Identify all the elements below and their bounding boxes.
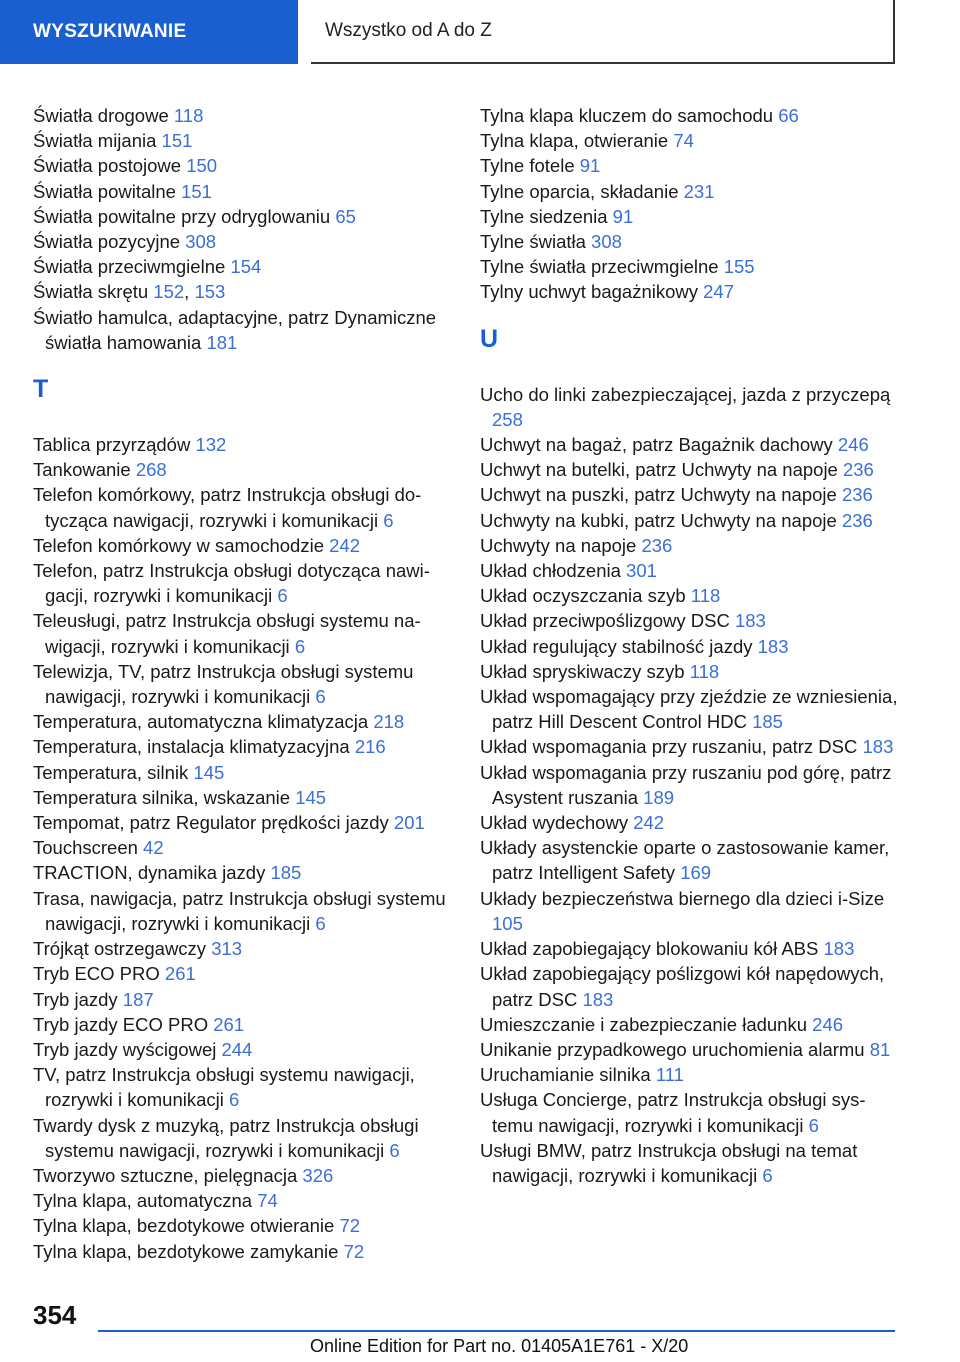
index-entry <box>33 457 453 482</box>
page-reference-link[interactable]: 152 <box>153 281 185 303</box>
index-column-right <box>480 103 900 1188</box>
page-reference-link[interactable]: 236 <box>641 534 673 556</box>
page-reference-link[interactable]: 183 <box>862 736 894 758</box>
index-entry <box>33 1062 453 1112</box>
index-entry-term: Światła przeciwmgielne <box>33 256 226 278</box>
index-entry-term: Tworzywo sztuczne, pielęgnacja <box>33 1164 298 1186</box>
index-entry <box>33 608 453 658</box>
tab-search[interactable]: WYSZUKIWANIE <box>0 0 298 64</box>
page-reference-link[interactable]: 313 <box>211 938 243 960</box>
index-entry-term: Uchwyty na napoje <box>480 534 637 556</box>
page-reference-link[interactable]: 181 <box>206 331 238 353</box>
index-entry <box>33 709 453 734</box>
page-reference-link[interactable]: 151 <box>161 130 193 152</box>
index-entry <box>480 508 900 533</box>
index-entry-term: Tankowanie <box>33 459 131 481</box>
index-entry-term: Umieszczanie i zabezpieczanie ładunku <box>480 1013 808 1035</box>
index-entry <box>480 634 900 659</box>
index-entry <box>480 961 900 1011</box>
index-entry <box>33 103 453 128</box>
edition-footer: Online Edition for Part no. 01405A1E761 - X/20 <box>310 1336 689 1356</box>
page-reference-link[interactable]: 91 <box>579 155 601 177</box>
page-reference-link[interactable]: 183 <box>734 610 766 632</box>
index-entry <box>33 785 453 810</box>
index-entry-term: Układ zapobiegający blokowaniu kół ABS <box>480 938 819 960</box>
index-entry <box>480 229 900 254</box>
index-entry-term: Usługi BMW, patrz Instrukcja obsługi na temat nawigacji, rozrywki i komunikacji <box>480 1139 858 1186</box>
index-entry-term: Teleusługi, patrz Instrukcja obsługi systemu nawigacji, rozrywki i komunikacji <box>33 610 421 657</box>
index-entry-term: Układ zapobiegający poślizgowi kół napędowych, patrz DSC <box>480 963 885 1010</box>
page-reference-link[interactable]: 65 <box>335 205 356 227</box>
index-entry-term: Tryb ECO PRO <box>33 963 160 985</box>
page-reference-link[interactable]: 145 <box>295 786 327 808</box>
index-entry-term: Tryb jazdy ECO PRO <box>33 1013 209 1035</box>
index-entry-term: Twardy dysk z muzyką, patrz Instrukcja obsługi systemu nawigacji, rozrywki i komunikacji <box>33 1114 419 1161</box>
index-entry-term: Układy asystenckie oparte o zastosowanie kamer, patrz Intelligent Safety <box>480 837 890 884</box>
page-reference-link[interactable]: 118 <box>689 660 720 682</box>
page-reference-link[interactable]: 6 <box>315 686 326 708</box>
page-reference-link[interactable]: 185 <box>752 711 783 733</box>
index-entry-term: Telefon komórkowy w samochodzie <box>33 534 324 556</box>
index-entry-term: TRACTION, dynamika jazdy <box>33 862 266 884</box>
index-entry <box>480 204 900 229</box>
index-entry-term: Układ oczyszczania szyb <box>480 585 686 607</box>
page-reference-link[interactable]: 183 <box>582 988 614 1010</box>
index-entry-term: Ucho do linki zabezpieczającej, jazda z przyczepą <box>480 383 891 405</box>
index-entry-term: Tylne światła przeciwmgielne <box>480 256 719 278</box>
tab-a-to-z[interactable]: Wszystko od A do Z <box>311 0 895 64</box>
index-entry-term: Unikanie przypadkowego uruchomienia alarmu <box>480 1038 865 1060</box>
index-entry-term: Tylna klapa, otwieranie <box>480 130 669 152</box>
index-entry-term: Światło hamulca, adaptacyjne, patrz Dynamiczne światła hamowania <box>33 306 437 353</box>
page-reference-link[interactable]: 308 <box>591 231 622 253</box>
index-entry-term: Telefon, patrz Instrukcja obsługi dotycząca nawigacji, rozrywki i komunikacji <box>33 560 430 607</box>
index-entry <box>480 810 900 835</box>
page-reference-link[interactable]: 6 <box>389 1139 400 1161</box>
index-entry <box>480 254 900 279</box>
index-entry-term: Telewizja, TV, patrz Instrukcja obsługi systemu nawigacji, rozrywki i komunikacji <box>33 660 414 708</box>
page-reference-link[interactable]: 6 <box>762 1164 773 1186</box>
index-entry-term: Trasa, nawigacja, patrz Instrukcja obsługi systemu nawigacji, rozrywki i komunikacji <box>33 887 446 934</box>
index-entry-term: Tylny uchwyt bagażnikowy <box>480 281 698 303</box>
index-entry-term: Światła powitalne przy odryglowaniu <box>33 205 331 227</box>
index-entry <box>480 583 900 608</box>
index-entry-term: Światła powitalne <box>33 180 176 202</box>
index-entry-term: Temperatura silnika, wskazanie <box>33 786 291 808</box>
index-entry-term: Światła drogowe <box>33 105 169 126</box>
index-section-letter: U <box>480 324 499 353</box>
page-reference-link[interactable]: 169 <box>680 862 712 884</box>
index-entry-term: Trójkąt ostrzegawczy <box>33 938 207 960</box>
index-entry <box>480 128 900 153</box>
index-section-letter: T <box>33 375 49 404</box>
index-entry <box>480 734 900 759</box>
index-entry-term: Temperatura, instalacja klimatyzacyjna <box>33 736 350 758</box>
index-entry <box>33 1239 453 1264</box>
page-reference-link[interactable]: 189 <box>643 786 675 808</box>
index-entry <box>480 1012 900 1037</box>
page-reference-link[interactable]: 81 <box>869 1038 891 1060</box>
index-entry <box>33 204 453 229</box>
index-entry <box>33 558 453 608</box>
index-entry <box>480 153 900 178</box>
index-entry <box>33 734 453 759</box>
index-entry-term: Tylna klapa, bezdotykowe zamykanie <box>33 1240 339 1262</box>
index-entry-term: Tylna klapa kluczem do samochodu <box>480 105 774 126</box>
page-reference-link[interactable]: 261 <box>213 1013 245 1035</box>
index-entry-term: Tylne oparcia, składanie <box>480 180 679 202</box>
page-reference-link[interactable]: 236 <box>841 509 873 531</box>
page-reference-link[interactable]: 242 <box>329 534 361 556</box>
index-entry-term: Uchwyty na kubki, patrz Uchwyty na napoje <box>480 509 837 531</box>
index-entry-term: Układ chłodzenia <box>480 560 621 582</box>
index-entry <box>33 810 453 835</box>
index-entry <box>33 760 453 785</box>
page-reference-link[interactable]: 72 <box>343 1240 365 1262</box>
page-reference-link[interactable]: 242 <box>633 812 665 834</box>
index-entry-term: Układ spryskiwaczy szyb <box>480 660 685 682</box>
page-reference-link[interactable]: 154 <box>230 256 262 278</box>
index-entry <box>33 432 453 457</box>
index-entry-term: Tryb jazdy wyścigowej <box>33 1038 217 1060</box>
page-reference-link[interactable]: 187 <box>122 988 154 1010</box>
index-entry-term: Uruchamianie silnika <box>480 1064 651 1086</box>
page-reference-link[interactable]: 216 <box>354 736 386 758</box>
index-entry <box>480 279 900 304</box>
index-entry-term: Usługa Concierge, patrz Instrukcja obsługi systemu nawigacji, rozrywki i komunikacji <box>480 1089 866 1136</box>
page-reference-link[interactable]: 218 <box>373 711 405 733</box>
index-entry-term: Touchscreen <box>33 837 138 859</box>
index-entry-term: Tylna klapa, bezdotykowe otwieranie <box>33 1215 335 1237</box>
page-reference-link[interactable]: 201 <box>393 812 425 834</box>
index-entry: Światła skrętu 152, 153 <box>33 281 226 303</box>
page-reference-link[interactable]: 301 <box>626 560 657 582</box>
index-entry <box>480 659 900 684</box>
page-reference-link[interactable]: 261 <box>164 963 196 985</box>
index-entry <box>33 987 453 1012</box>
index-entry-term: Uchwyt na bagaż, patrz Bagażnik dachowy <box>480 434 833 456</box>
index-entry <box>33 835 453 860</box>
index-entry <box>33 254 453 279</box>
index-entry-term: Układ przeciwpoślizgowy DSC <box>480 610 730 632</box>
page-reference-link[interactable]: 105 <box>492 912 523 934</box>
index-entry <box>33 482 453 532</box>
index-entry <box>480 608 900 633</box>
index-entry <box>480 936 900 961</box>
index-entry-term: Układ wspomagania przy ruszaniu pod górę, patrz Asystent ruszania <box>480 761 892 808</box>
index-entry-term: Światła postojowe <box>33 155 182 177</box>
index-entry <box>480 179 900 204</box>
page-reference-link[interactable]: 183 <box>823 938 855 960</box>
index-entry <box>33 1012 453 1037</box>
page-reference-link[interactable]: 66 <box>778 105 799 126</box>
index-entry <box>33 305 453 355</box>
page-reference-link[interactable]: 236 <box>842 459 874 481</box>
page-reference-link[interactable]: 308 <box>185 231 217 253</box>
index-entry <box>33 1163 453 1188</box>
page-reference-link[interactable]: 183 <box>757 635 789 657</box>
index-entry-term: Światła pozycyjne <box>33 231 181 253</box>
index-entry <box>33 1113 453 1163</box>
page-reference-link[interactable]: 6 <box>315 912 326 934</box>
index-entry <box>480 835 900 885</box>
index-entry <box>33 533 453 558</box>
page-reference-link[interactable]: 74 <box>673 130 694 152</box>
index-entry <box>480 760 900 810</box>
page-reference-link[interactable]: 155 <box>723 256 755 278</box>
index-entry-term: Układ regulujący stabilność jazdy <box>480 635 753 657</box>
page-number: 354 <box>33 1300 77 1330</box>
page-reference-link[interactable]: 236 <box>841 484 873 506</box>
index-entry-term: Tylne fotele <box>480 155 575 177</box>
index-entry-term: TV, patrz Instrukcja obsługi systemu nawigacji, rozrywki i komunikacji <box>33 1064 415 1111</box>
index-entry <box>480 1087 900 1137</box>
page-reference-link[interactable]: 132 <box>195 434 227 456</box>
index-entry <box>480 1062 900 1087</box>
page-reference-link[interactable]: 247 <box>703 281 735 303</box>
index-entry <box>33 860 453 885</box>
page-reference-link[interactable]: 326 <box>302 1164 334 1186</box>
page-reference-link[interactable]: 153 <box>194 281 226 303</box>
page-reference-link[interactable]: 6 <box>229 1089 240 1111</box>
page-reference-link[interactable]: 258 <box>492 408 523 430</box>
page-reference-link[interactable]: 91 <box>612 205 634 227</box>
index-entry <box>480 432 900 457</box>
page-reference-link[interactable]: 185 <box>270 862 302 884</box>
index-entry <box>33 229 453 254</box>
page-reference-link[interactable]: 6 <box>277 585 288 607</box>
index-entry-term: Tylne światła <box>480 231 586 253</box>
index-entry-term: Tylna klapa, automatyczna <box>33 1190 253 1212</box>
footer-divider <box>98 1330 895 1332</box>
page-reference-link[interactable]: 244 <box>221 1038 253 1060</box>
index-entry <box>480 382 900 432</box>
page-reference-link[interactable]: 74 <box>257 1190 278 1212</box>
page-reference-link[interactable]: 151 <box>181 180 212 202</box>
index-entry <box>33 1037 453 1062</box>
index-entry <box>33 153 453 178</box>
page-reference-link[interactable]: 268 <box>135 459 167 481</box>
index-entry <box>480 886 900 936</box>
index-entry <box>33 1188 453 1213</box>
index-entry <box>480 1138 900 1188</box>
page-reference-link[interactable]: 6 <box>294 635 306 657</box>
page-reference-link[interactable]: 118 <box>173 105 204 126</box>
index-entry-term: Tempomat, patrz Regulator prędkości jazdy <box>33 812 389 834</box>
index-entry <box>33 128 453 153</box>
index-entry-term: Układ wspomagający przy zjeździe ze wzniesienia, patrz Hill Descent Control HDC <box>480 686 898 733</box>
index-column-left <box>33 103 453 1264</box>
page-reference-link[interactable]: 42 <box>143 837 164 859</box>
index-entry <box>480 558 900 583</box>
index-entry-term: Światła skrętu <box>33 281 149 303</box>
index-entry-term: Telefon komórkowy, patrz Instrukcja obsługi dotycząca nawigacji, rozrywki i komunikacji <box>33 484 422 531</box>
index-entry-term: Tylne siedzenia <box>480 205 608 227</box>
index-entry-term: Światła mijania <box>33 130 157 152</box>
index-entry-term: Temperatura, automatyczna klimatyzacja <box>33 711 369 733</box>
index-entry-term: Układy bezpieczeństwa biernego dla dzieci i-Size <box>480 887 885 909</box>
index-entry <box>480 457 900 482</box>
index-entry <box>480 684 900 734</box>
index-entry-term: Układ wydechowy <box>480 812 629 834</box>
page-reference-link[interactable]: 246 <box>812 1013 844 1035</box>
index-entry <box>33 936 453 961</box>
index-entry <box>480 482 900 507</box>
index-entry-term: Układ wspomagania przy ruszaniu, patrz DSC <box>480 736 858 758</box>
page-reference-link[interactable]: 111 <box>655 1064 684 1086</box>
index-entry <box>33 179 453 204</box>
page-reference-link[interactable]: 145 <box>193 761 225 783</box>
index-entry <box>33 886 453 936</box>
index-entry-term: Uchwyt na puszki, patrz Uchwyty na napoje <box>480 484 837 506</box>
page-reference-link[interactable]: 150 <box>186 155 218 177</box>
index-entry <box>33 1213 453 1238</box>
page-reference-link[interactable]: 6 <box>808 1114 819 1136</box>
index-entry <box>480 103 900 128</box>
index-entry-term: Tryb jazdy <box>33 988 118 1010</box>
index-entry-term: Temperatura, silnik <box>33 761 189 783</box>
page-reference-link[interactable]: 72 <box>339 1215 361 1237</box>
index-entry-term: Tablica przyrządów <box>33 434 191 456</box>
index-entry <box>480 1037 900 1062</box>
page-reference-link[interactable]: 118 <box>690 585 721 607</box>
index-entry <box>33 659 453 709</box>
page-reference-link[interactable]: 6 <box>383 509 394 531</box>
page-reference-link[interactable]: 246 <box>837 434 869 456</box>
index-entry <box>33 961 453 986</box>
index-entry <box>480 533 900 558</box>
index-entry-term: Uchwyt na butelki, patrz Uchwyty na napoje <box>480 459 838 481</box>
page-reference-link[interactable]: 231 <box>683 180 715 202</box>
